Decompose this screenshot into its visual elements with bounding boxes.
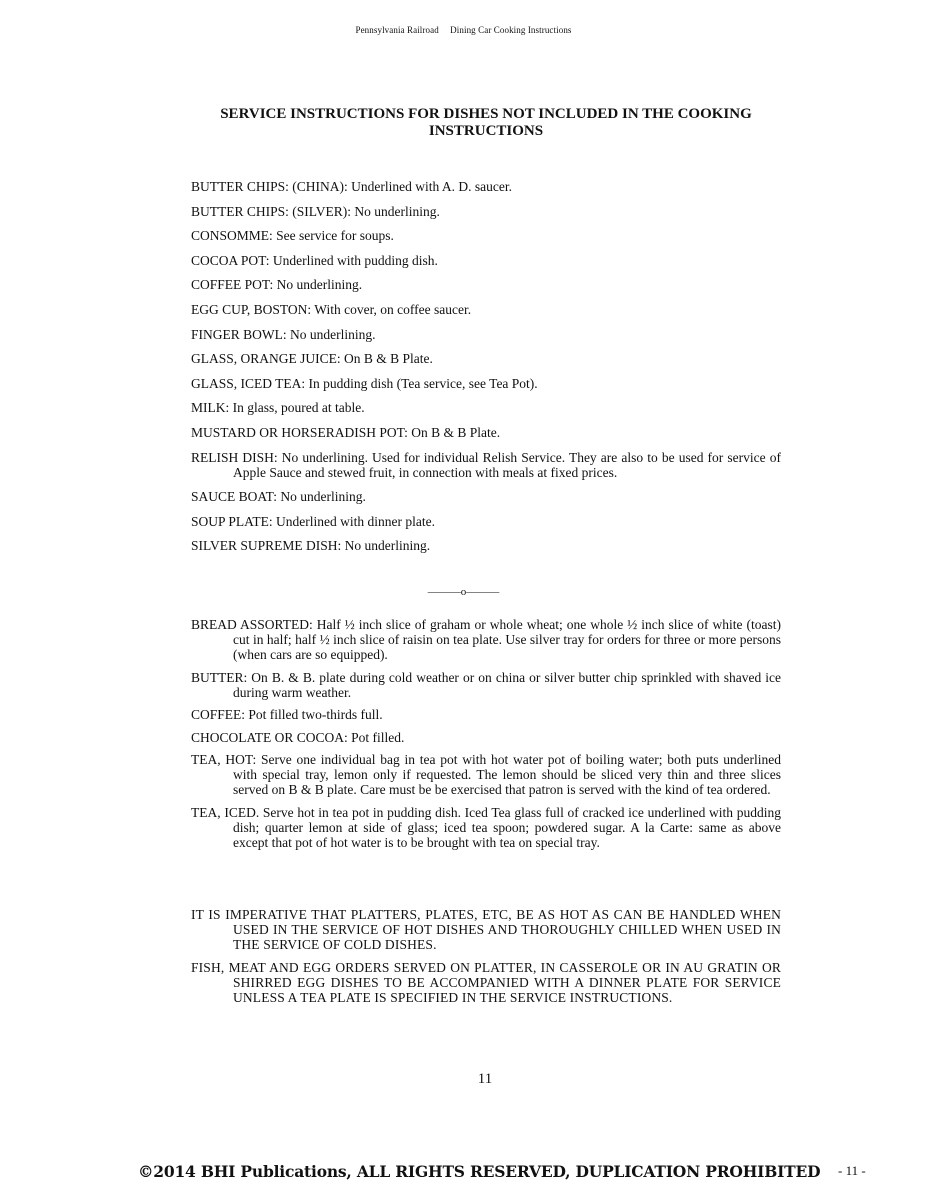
list-item: FISH, MEAT AND EGG ORDERS SERVED ON PLATTER, IN CASSEROLE OR IN AU GRATIN OR SHIRRED EGG DISHES TO BE ACCOMPANIED WITH A DINNER PLATE FOR SERVICE UNLESS A TEA PLATE IS SPECIFIED IN THE SERVICE INSTRUCTIONS. xyxy=(191,959,781,1005)
list-item: TEA, ICED. Serve hot in tea pot in pudding dish. Iced Tea glass full of cracked ice underlined with pudding dish; quarter lemon at side of glass; iced tea spoon; powdered sugar. A la Carte: same as above except that pot of hot water is to be brought with tea on special tray. xyxy=(191,804,781,850)
list-item: SAUCE BOAT: No underlining. xyxy=(191,489,366,505)
header-document-title: Dining Car Cooking Instructions xyxy=(450,25,572,35)
page-number: 11 xyxy=(477,1071,493,1087)
list-item: SILVER SUPREME DISH: No underlining. xyxy=(191,538,431,554)
page-title: SERVICE INSTRUCTIONS FOR DISHES NOT INCLUDED IN THE COOKING INSTRUCTIONS xyxy=(220,106,752,139)
list-item: GLASS, ORANGE JUICE: On B & B Plate. xyxy=(191,351,433,367)
service-list xyxy=(191,617,781,857)
list-item: IT IS IMPERATIVE THAT PLATTERS, PLATES, ETC, BE AS HOT AS CAN BE HANDLED WHEN USED IN THE SERVICE OF HOT DISHES AND THOROUGHLY CHILLED WHEN USED IN THE SERVICE OF COLD DISHES. xyxy=(191,907,781,952)
list-item: COCOA POT: Underlined with pudding dish. xyxy=(191,252,438,268)
list-item: BUTTER CHIPS: (CHINA): Underlined with A. D. saucer. xyxy=(191,179,512,194)
list-item: RELISH DISH: No underlining. Used for individual Relish Service. They are also to be used for service of Apple Sauce and stewed fruit, in connection with meals at fixed prices. xyxy=(191,449,781,480)
list-item: COFFEE POT: No underlining. xyxy=(191,277,363,293)
list-item: GLASS, ICED TEA: In pudding dish (Tea service, see Tea Pot). xyxy=(191,375,538,391)
section-separator: ———o——— xyxy=(427,586,500,598)
list-item: BUTTER: On B. & B. plate during cold weather or on china or silver butter chip sprinkled with shaved ice during warm weather. xyxy=(191,669,781,700)
list-item: BREAD ASSORTED: Half ½ inch slice of graham or whole wheat; one whole ½ inch slice of white (toast) cut in half; half ½ inch slice of raisin on tea plate. Use silver tray for orders for three or more persons (when cars are so equipped). xyxy=(191,617,781,662)
list-item: TEA, HOT: Serve one individual bag in tea pot with hot water pot of boiling water; both puts underlined with special tray, lemon only if requested. The lemon should be sliced very thin and three slices served on B & B plate. Care must be be exercised that patron is served with the kind of tea ordered. xyxy=(191,752,781,797)
header-railroad: Pennsylvania Railroad xyxy=(355,25,439,35)
underlining-list xyxy=(191,179,781,563)
footer-page-label: - 11 - xyxy=(838,1163,866,1178)
list-item: CONSOMME: See service for soups. xyxy=(191,228,394,244)
list-item: CHOCOLATE OR COCOA: Pot filled. xyxy=(191,729,405,745)
list-item: SOUP PLATE: Underlined with dinner plate. xyxy=(191,513,435,529)
copyright-footer: ©2014 BHI Publications, ALL RIGHTS RESERVED, DUPLICATION PROHIBITED xyxy=(138,1162,821,1181)
list-item: COFFEE: Pot filled two-thirds full. xyxy=(191,707,383,722)
general-rules-list xyxy=(191,907,781,1012)
list-item: EGG CUP, BOSTON: With cover, on coffee saucer. xyxy=(191,301,472,317)
running-header xyxy=(0,25,927,35)
list-item: BUTTER CHIPS: (SILVER): No underlining. xyxy=(191,203,440,219)
list-item: MUSTARD OR HORSERADISH POT: On B & B Plate. xyxy=(191,424,501,440)
list-item: MILK: In glass, poured at table. xyxy=(191,400,365,416)
list-item: FINGER BOWL: No underlining. xyxy=(191,326,376,342)
